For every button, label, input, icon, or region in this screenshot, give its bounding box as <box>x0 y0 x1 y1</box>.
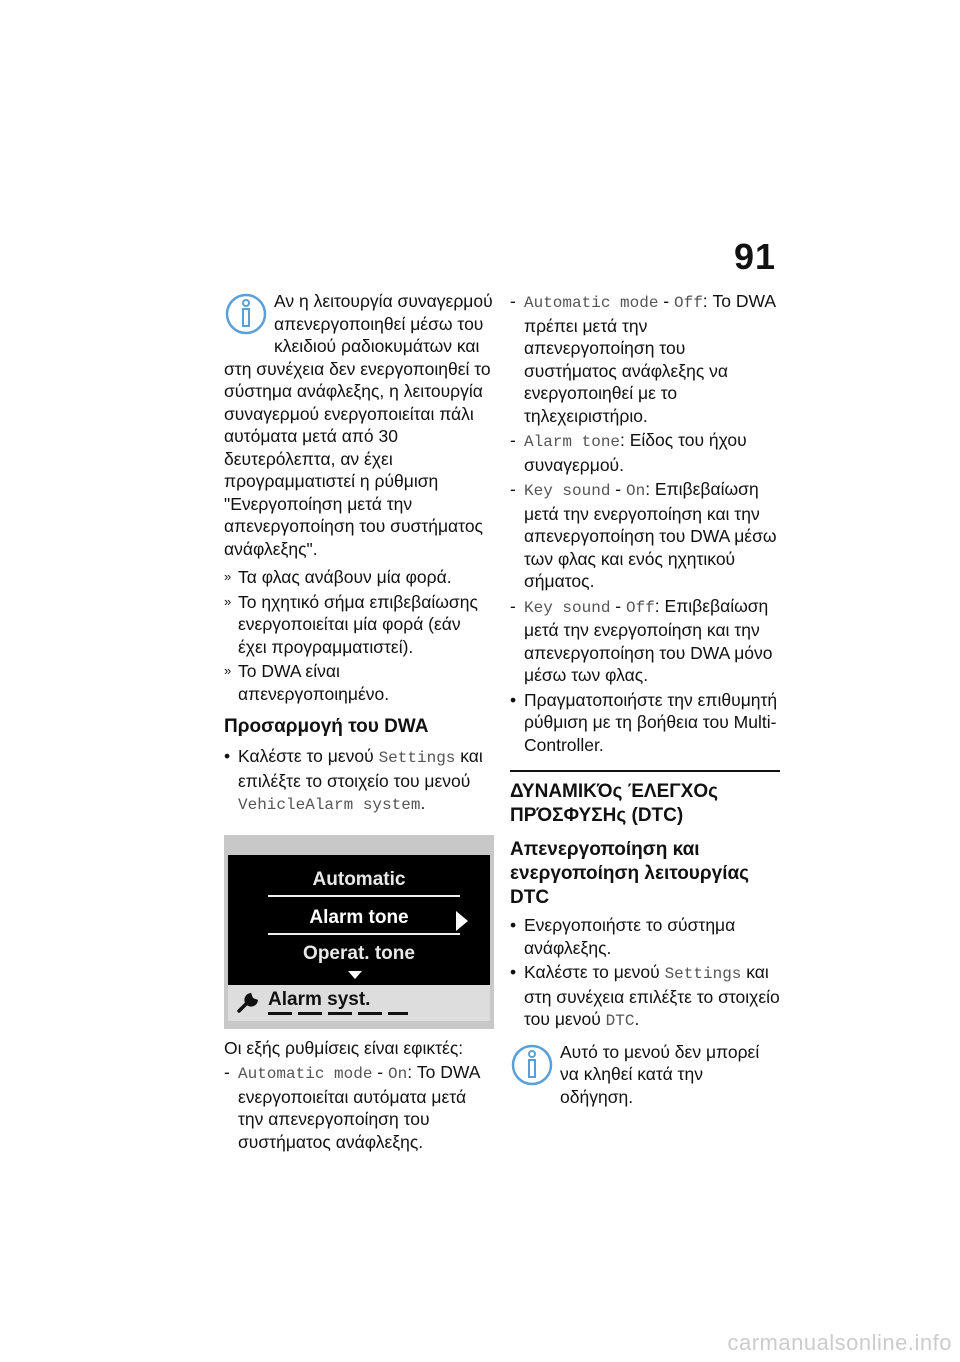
menu-code: Off <box>673 294 703 312</box>
menu-code: Automatic mode <box>238 1065 373 1083</box>
list-item: • Πραγματοποιήστε την επιθυμητή ρύθμιση με τη βοήθεια του Multi-Controller. <box>510 689 780 757</box>
menu-code: Key sound <box>524 598 611 617</box>
menu-code: DTC <box>605 1012 635 1030</box>
list-item <box>224 745 494 817</box>
list-item <box>510 429 780 476</box>
list-item: » Το DWA είναι απενεργοποιημένο. <box>224 660 494 705</box>
list-item <box>510 478 780 593</box>
dashes <box>268 1012 408 1015</box>
action-list <box>510 689 780 757</box>
text: Καλέστε το μενού <box>524 962 665 982</box>
dtc-instruction-list <box>510 914 780 1033</box>
menu-code: Alarm tone <box>524 433 621 451</box>
text: - <box>658 291 674 311</box>
text: και επιλέξτε το στοιχείο του μενού <box>238 746 483 791</box>
menu-footer <box>228 985 490 1021</box>
right-column <box>510 290 780 1108</box>
text: : Επιβεβαίωση μετά την ενεργοποίηση και την απενεργοποίηση του DWA μέσω των φλας και ενός ηχητικού σήματος. <box>524 479 777 591</box>
menu-code: On <box>625 482 646 500</box>
text: και στη συνέχεια επιλέξτε το στοιχείο του μενού <box>524 962 780 1029</box>
list-item <box>224 1061 494 1153</box>
text: : Είδος του ήχου συναγερμού. <box>524 430 747 475</box>
display-screenshot <box>224 835 494 1029</box>
menu-item-automatic: Automatic <box>312 868 406 890</box>
menu-code: On <box>387 1065 408 1083</box>
list-item: • Ενεργοποιήστε το σύστημα ανάφλεξης. <box>510 914 780 959</box>
text: - <box>372 1062 388 1082</box>
info-note-text: Αν η λειτουργία συναγερμού απενεργοποιηθεί μέσω του κλειδιού ραδιοκυμάτων και στη συνέχεια δεν ενεργοποιηθεί το σύστημα ανάφλεξης, η λειτουργία συναγερμού ενεργοποιείται πάλι αυτόματα μετά από 30 δευτερόλεπτα, αν έχει προγραμματιστεί η ρύθμιση "Ενεργοποίηση μετά την απενεργοποίηση του συστήματος ανάφλεξης". <box>224 291 493 559</box>
settings-intro: Οι εξής ρυθμίσεις είναι εφικτές: <box>224 1037 464 1058</box>
menu-code: Settings <box>664 965 742 983</box>
divider <box>268 895 460 897</box>
menu-code: Settings <box>378 749 456 767</box>
text: : Το DWA ενεργοποιείται αυτόματα μετά την απενεργοποίηση του συστήματος ανάφλεξης. <box>238 1062 480 1152</box>
info-icon <box>224 292 268 336</box>
instruction-list <box>224 745 494 817</box>
text: Καλέστε το μενού <box>238 746 379 766</box>
wrench-icon <box>236 991 260 1015</box>
menu-item-operat-tone: Operat. tone <box>303 942 415 964</box>
sub-heading-dtc: Απενεργοποίηση και ενεργοποίηση λειτουργίας DTC <box>510 839 750 908</box>
menu-code: Off <box>625 598 655 617</box>
menu-footer-label: Alarm syst. <box>268 988 371 1010</box>
text: . <box>634 1009 640 1029</box>
menu-code: VehicleAlarm system <box>238 796 421 814</box>
list-item <box>510 290 780 427</box>
settings-list-continued <box>510 290 780 687</box>
text: . <box>420 793 426 813</box>
section-heading-adjust-dwa: Προσαρμογή του DWA <box>224 716 429 737</box>
menu-item-alarm-tone: Alarm tone <box>309 906 409 928</box>
list-item: » Τα φλας ανάβουν μία φορά. <box>224 566 494 589</box>
list-item <box>510 595 780 687</box>
info-note-text: Αυτό το μενού δεν μπορεί να κληθεί κατά την οδήγηση. <box>560 1041 760 1107</box>
settings-list <box>224 1061 494 1153</box>
arrow-down-icon <box>348 971 362 979</box>
menu-code: Automatic mode <box>524 294 659 312</box>
menu-screen <box>228 855 490 1005</box>
arrow-right-icon <box>456 911 468 931</box>
watermark: carmanualsonline.info <box>727 1330 952 1355</box>
list-item <box>510 961 780 1033</box>
divider <box>268 933 460 935</box>
menu-code: Key sound <box>524 482 611 500</box>
list-item: » Το ηχητικό σήμα επιβεβαίωσης ενεργοποιείται μία φορά (εάν έχει προγραμματιστεί). <box>224 591 494 659</box>
info-icon <box>510 1043 554 1087</box>
section-divider <box>510 770 780 772</box>
text: - <box>610 595 626 616</box>
left-column <box>224 290 494 1155</box>
page-number: 91 <box>733 236 776 277</box>
text: : Επιβεβαίωση μετά την ενεργοποίηση και την απενεργοποίηση του DWA μόνο μέσω των φλας. <box>524 595 773 685</box>
result-list <box>224 566 494 705</box>
info-note-right <box>510 1041 780 1109</box>
text: : Το DWA πρέπει μετά την απενεργοποίηση του συστήματος ανάφλεξης να ενεργοποιηθεί με το τηλεχειριστήριο. <box>524 291 776 426</box>
section-title-dtc: ΔΥΝΑΜΙΚΌς ΈΛΕΓΧΟς ΠΡΌΣΦΥΣΗς (DTC) <box>510 781 719 826</box>
text: - <box>610 479 626 499</box>
info-note-left <box>224 290 494 560</box>
